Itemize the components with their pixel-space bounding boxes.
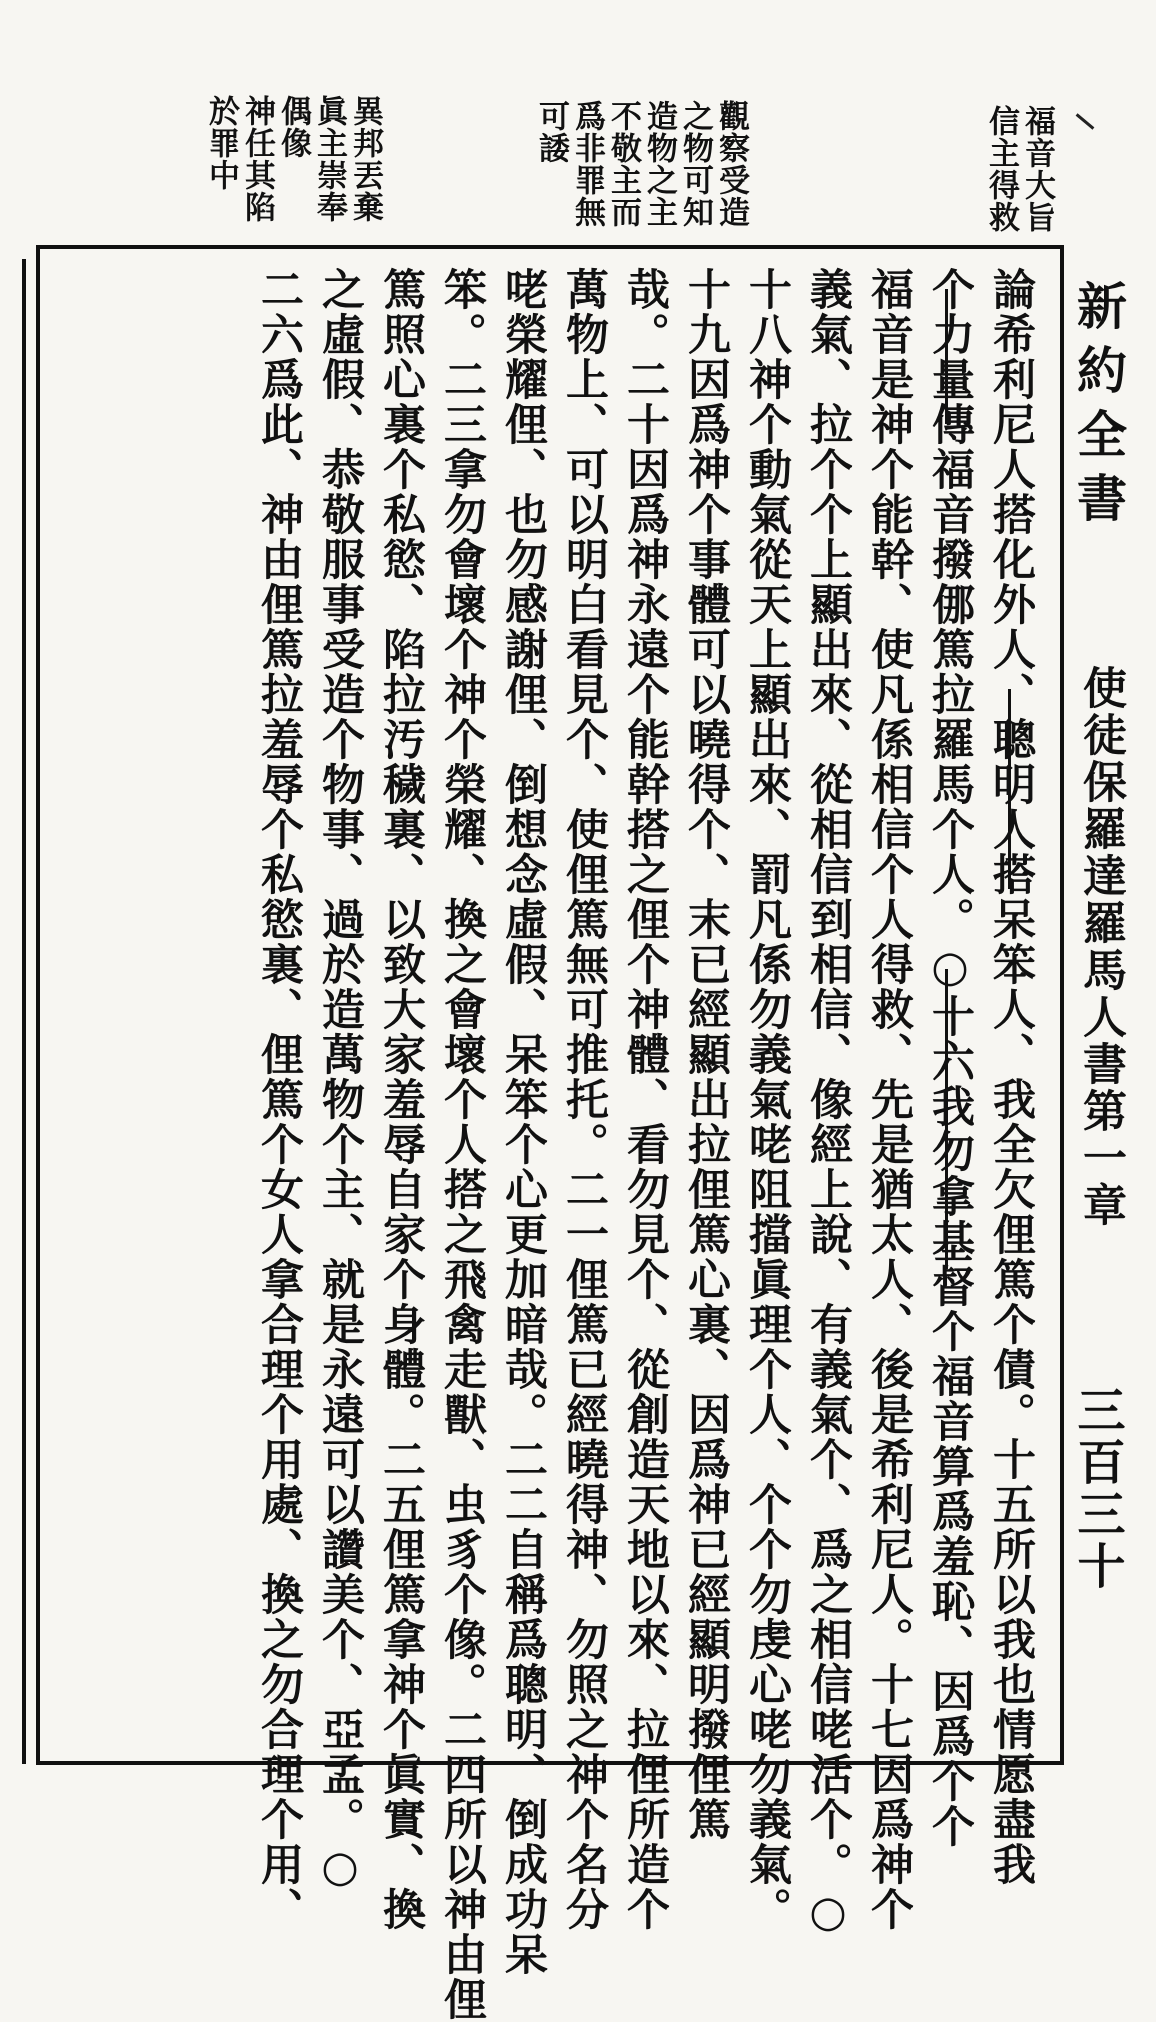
book-title: 新約全書 [1069, 280, 1128, 536]
headnote-line: 之物可知 [677, 100, 713, 228]
text-column: 笨。二三拿勿會壞个神个榮耀、換之會壞个人搭之飛禽走獸、虫豸个像。二四所以神由俚 [437, 267, 487, 2022]
text-column: 福音是神个能幹、使凡係相信个人得救、先是猶太人、後是希利尼人。十七因爲神个 [864, 267, 914, 1932]
headnote-line: 於罪中 [203, 95, 239, 191]
text-column: 咾榮耀俚、也勿感謝俚、倒想念虛假、呆笨个心更加暗哉。二二自稱爲聰明、倒成功呆 [498, 267, 548, 1977]
headnote-line: 可諉 [533, 100, 569, 164]
headnote-line: 偶像 [275, 95, 311, 159]
headnote-line: 觀察受造 [713, 100, 749, 228]
text-column: 十九因爲神个事體可以曉得个、末已經顯出拉俚篤心裏、因爲神已經顯明撥俚篤 [681, 267, 731, 1842]
headnote-line: 福音大旨 [1019, 105, 1055, 233]
margin-tick [1076, 113, 1095, 129]
headnote-1 [985, 105, 1053, 255]
headnote-2 [535, 100, 747, 250]
chapter-heading: 使徒保羅達羅馬人書第一章 [1075, 665, 1126, 1229]
text-column: 二六爲此、神由俚篤拉羞辱个私慾裏、俚篤个女人拿合理个用處、換之勿合理个用、 [254, 267, 304, 1932]
page-number: 三百三十 [1069, 1385, 1125, 1593]
text-column: 義氣、拉个个上顯出來、從相信到相信、像經上說、有義氣个、爲之相信咾活个。○ [803, 267, 853, 1939]
headnote-3 [205, 95, 381, 245]
headnote-line: 神任其陷 [239, 95, 275, 223]
text-column: 之虛假、恭敬服事受造个物事、過於造萬物个主、就是永遠可以讚美个、亞孟。○ [315, 267, 365, 1894]
text-column: 萬物上、可以明白看見个、使俚篤無可推托。二一俚篤已經曉得神、勿照之神个名分 [559, 267, 609, 1932]
text-column: 篤照心裏个私慾、陷拉汚穢裏、以致大家羞辱自家个身體。二五俚篤拿神个眞實、換 [376, 267, 426, 1932]
text-column: 十八神个動氣從天上顯出來、罰凡係勿義氣咾阻擋眞理个人、个个勿虔心咾勿義氣。 [742, 267, 792, 1932]
text-column: 論希利尼人搭化外人、聰明人搭呆笨人、我全欠俚篤个債。十五所以我也情愿盡我 [986, 267, 1036, 1887]
headnote-line: 異邦丟棄 [347, 95, 383, 223]
headnote-line: 不敬主而 [605, 100, 641, 228]
headnote-line: 爲非罪無 [569, 100, 605, 228]
headnote-line: 眞主崇奉 [311, 95, 347, 223]
headnote-line: 信主得救 [983, 105, 1019, 233]
text-column: 个力量傳福音撥㑚篤拉羅馬个人。○十六我勿拿基督个福音算爲羞恥、因爲个个 [925, 267, 975, 1849]
headnote-line: 造物之主 [641, 100, 677, 228]
text-frame [36, 245, 1064, 2022]
body-text [254, 267, 1042, 2022]
text-column: 哉。二十因爲神永遠个能幹搭之俚个神體、看勿見个、從創造天地以來、拉俚所造个 [620, 267, 670, 1932]
